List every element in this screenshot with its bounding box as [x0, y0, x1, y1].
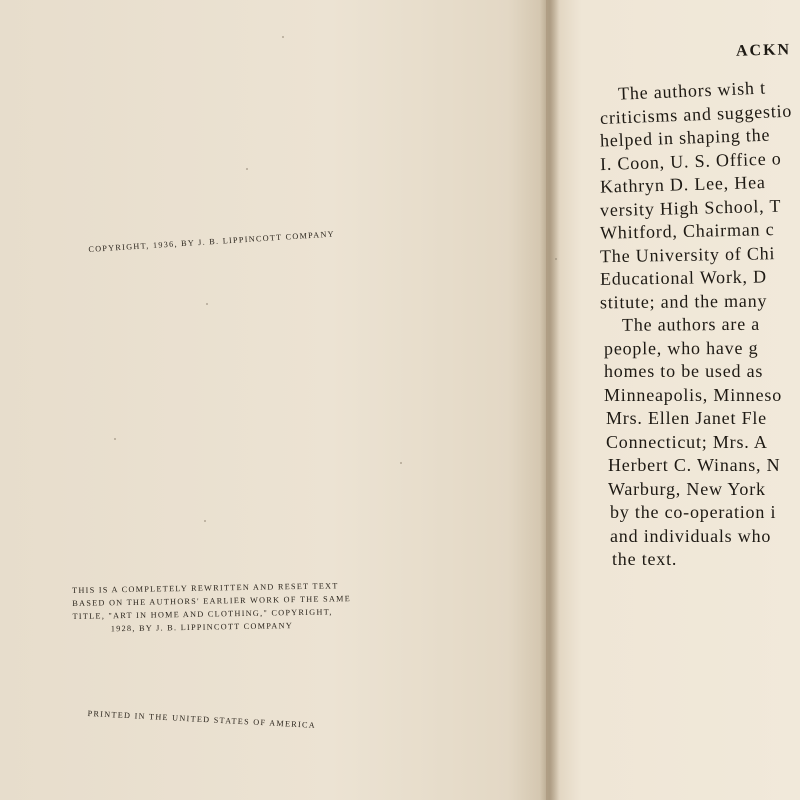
paper-speck	[206, 303, 208, 305]
text-line: Kathryn D. Lee, Hea	[599, 172, 766, 197]
text-line: people, who have g	[603, 337, 759, 358]
paper-speck	[204, 520, 206, 522]
text-line: Whitford, Chairman c	[599, 219, 775, 243]
page-heading: ACKN	[735, 41, 792, 60]
text-line: Herbert C. Winans, N	[608, 455, 781, 475]
copyright-line: COPYRIGHT, 1936, BY J. B. LIPPINCOTT COMPANY	[88, 229, 336, 254]
text-line: stitute; and the many	[599, 290, 768, 312]
text-line: by the co-operation i	[610, 502, 777, 522]
notice-line: TITLE, "ART IN HOME AND CLOTHING," COPYRIGHT,	[72, 607, 333, 621]
paper-speck	[114, 438, 116, 440]
book-gutter	[540, 0, 560, 800]
text-line: helped in shaping the	[599, 124, 771, 151]
notice-line: BASED ON THE AUTHORS' EARLIER WORK OF THE SAME	[72, 594, 352, 608]
paper-speck	[282, 36, 284, 38]
paper-speck	[400, 462, 402, 464]
text-line: The University of Chi	[599, 242, 776, 266]
rewritten-notice	[72, 579, 373, 636]
text-line: Mrs. Ellen Janet Fle	[606, 408, 767, 428]
paper-speck	[555, 258, 557, 260]
text-line: The authors wish t	[617, 77, 767, 104]
text-line: Warburg, New York	[608, 478, 766, 499]
text-line: I. Coon, U. S. Office o	[599, 147, 782, 174]
text-line: versity High School, T	[599, 195, 782, 220]
notice-line: 1928, BY J. B. LIPPINCOTT COMPANY	[110, 621, 294, 634]
text-line: The authors are a	[621, 313, 761, 335]
printed-in-line: PRINTED IN THE UNITED STATES OF AMERICA	[87, 708, 317, 730]
text-line: the text.	[612, 549, 678, 569]
text-line: Educational Work, D	[599, 266, 768, 289]
text-line: criticisms and suggestio	[599, 100, 793, 128]
paper-speck	[246, 168, 248, 170]
acknowledgment-text	[600, 78, 800, 572]
text-line: Minneapolis, Minneso	[604, 384, 782, 405]
text-line: Connecticut; Mrs. A	[606, 431, 768, 452]
text-line: homes to be used as	[604, 361, 764, 381]
text-line: and individuals who	[610, 525, 772, 546]
notice-line: THIS IS A COMPLETELY REWRITTEN AND RESET TEXT	[72, 581, 339, 595]
